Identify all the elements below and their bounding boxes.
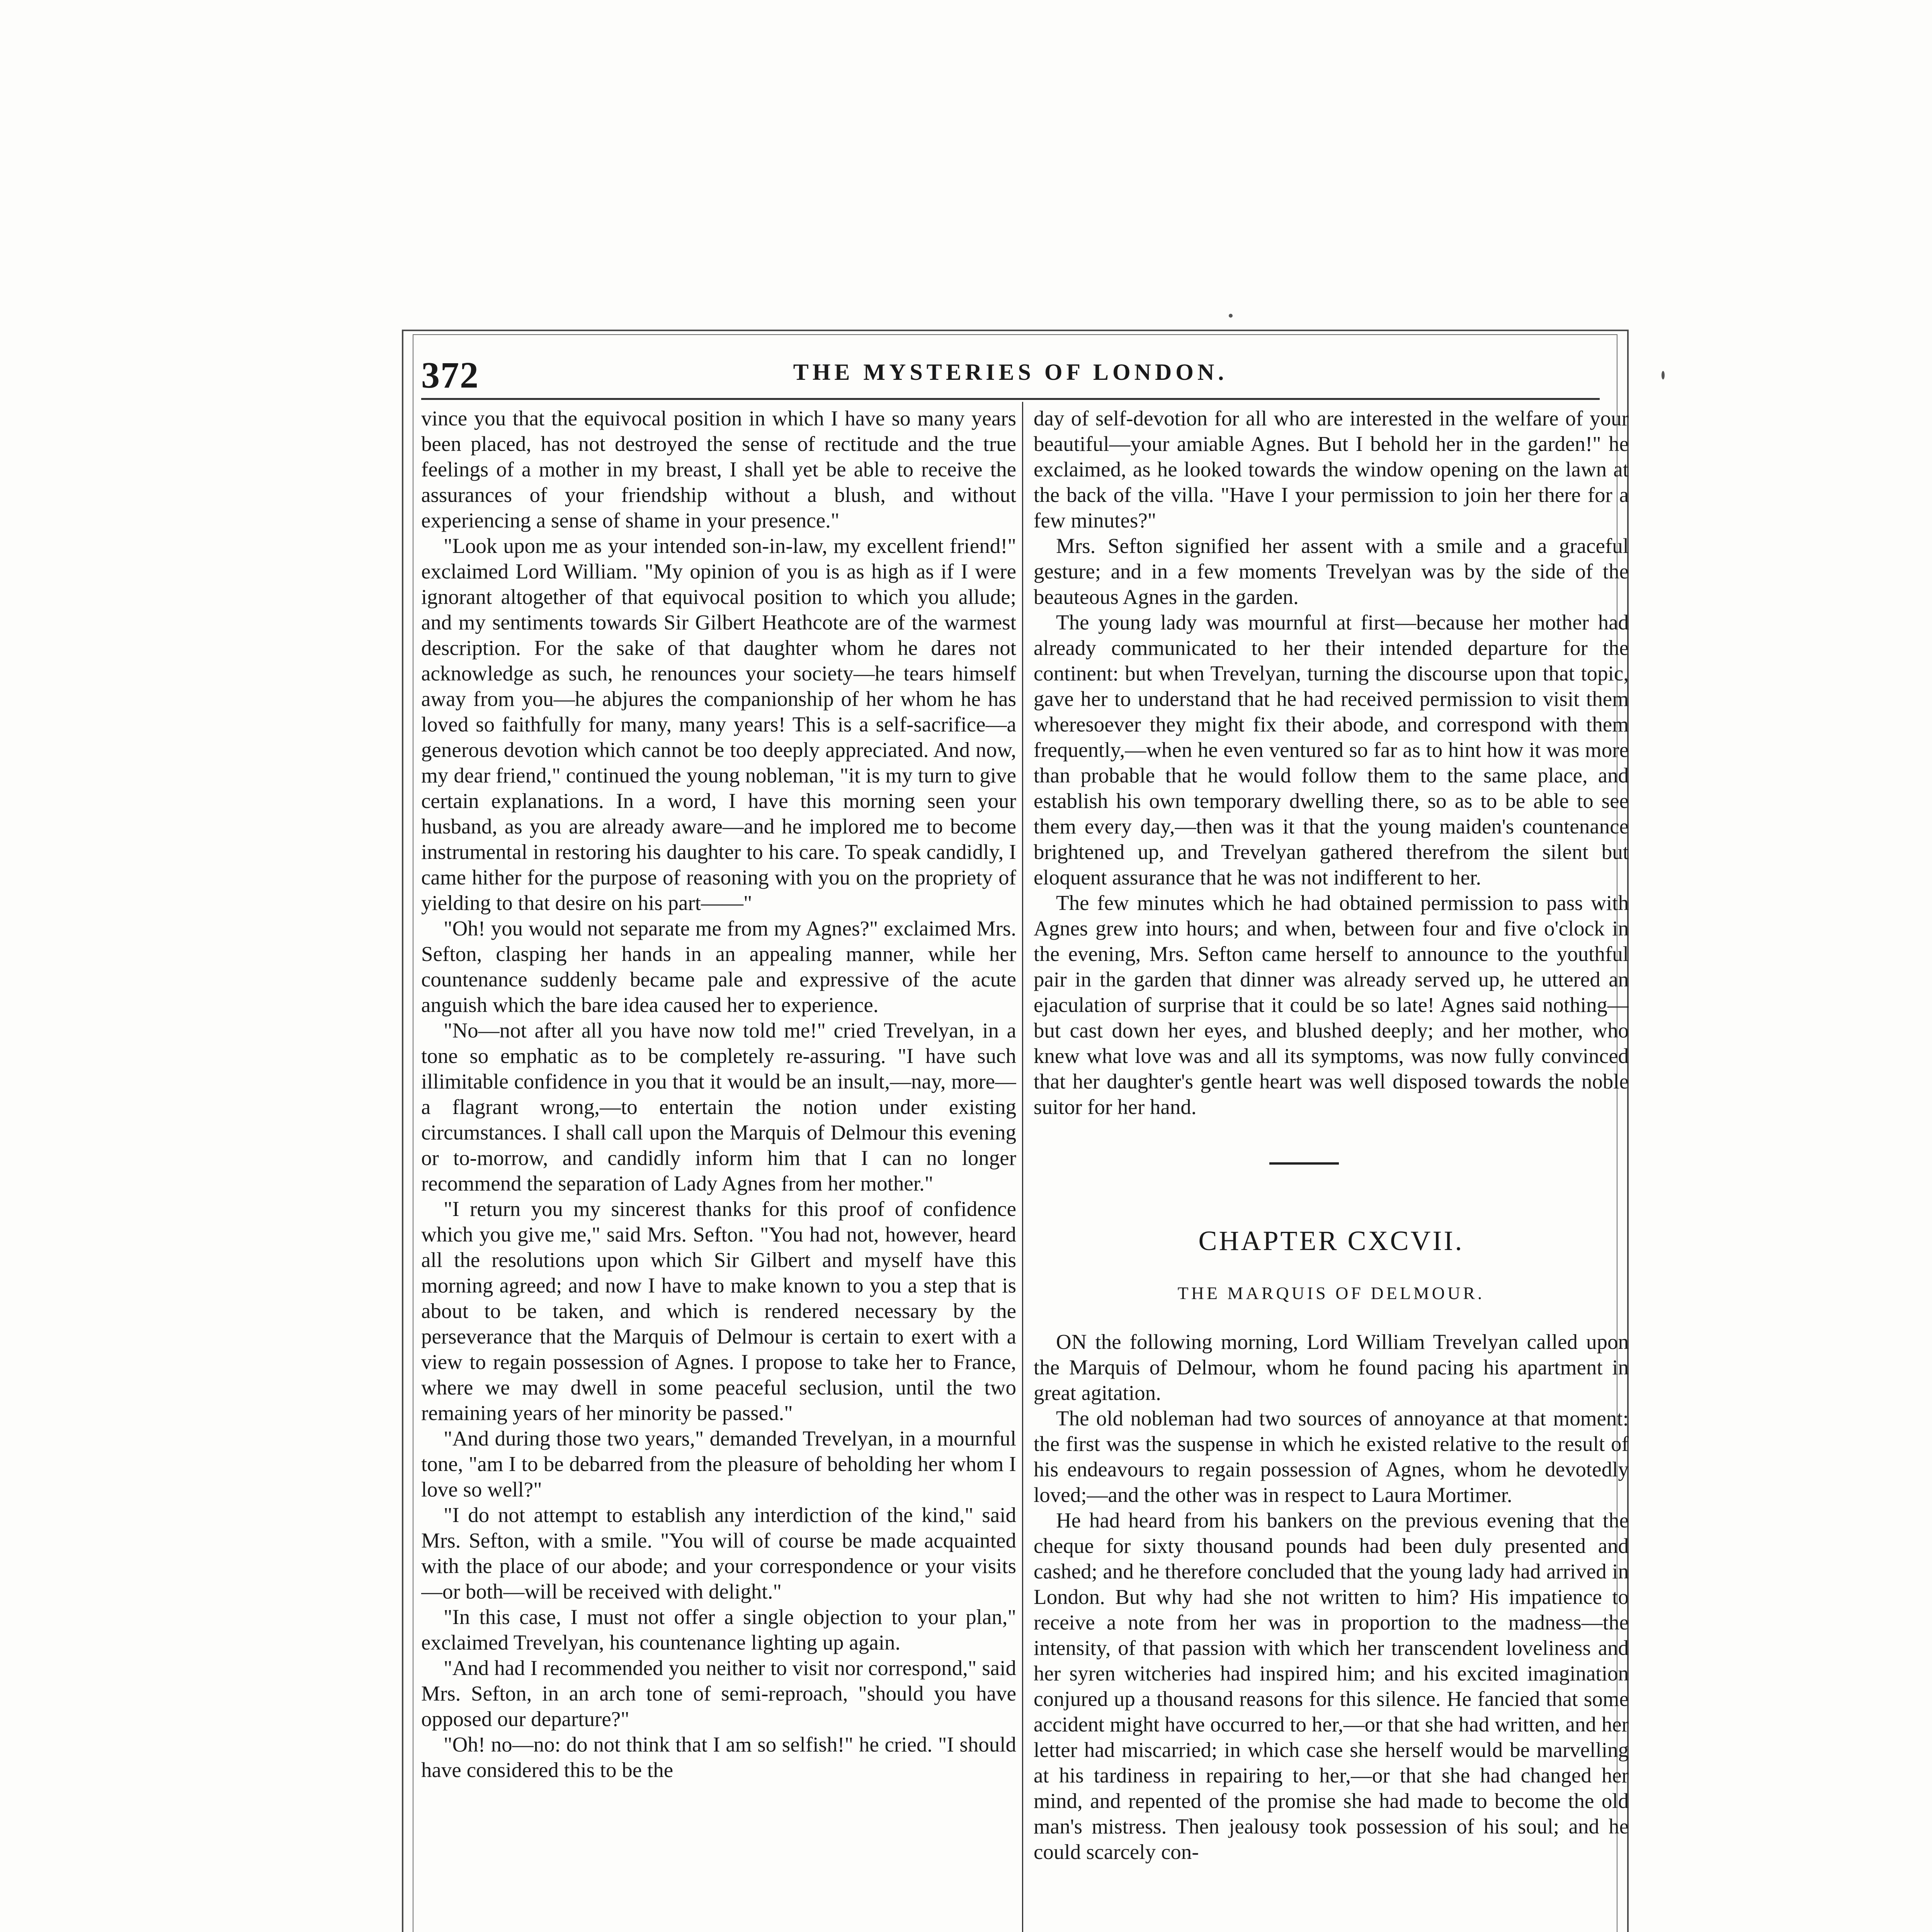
paragraph: "Look upon me as your intended son-in-law, my excellent friend!" exclaimed Lord William. "My opinion of you is as high as if I were ignorant altogether of that equivocal position to which you allude; and my sentiments towards Sir Gilbert Heathcote are of the warmest description. For the sake of that daughter whom he dares not acknowledge as such, he renounces your society—he tears himself away from you—he abjures the companionship of her whom he has loved so faithfully for many, many years! This is a self-sacrifice—a generous devotion which cannot be too deeply appreciated. And now, my dear friend," continued the young nobleman, "it is my turn to give certain explanations. In a word, I have this morning seen your husband, as you are already aware—and he implored me to become instrumental in restoring his daughter to his care. To speak candidly, I came hither for the purpose of reasoning with you on the propriety of yielding to that desire on his part——"	[421, 534, 1016, 915]
paragraph: "I return you my sincerest thanks for this proof of confidence which you give me," said Mrs. Sefton. "You had not, however, heard all the resolutions upon which Sir Gilbert and myself have this morning agreed; and now I have to make known to you a step that is about to be taken, and which is rendered necessary by the perseverance that the Marquis of Delmour is certain to exert with a view to regain possession of Agnes. I propose to take her to France, where we may dwell in some peaceful seclusion, until the two remaining years of her minority be passed."	[421, 1197, 1016, 1425]
running-head	[421, 354, 1600, 412]
paragraph: Mrs. Sefton signified her assent with a smile and a graceful gesture; and in a few moments Trevelyan was by the side of the beauteous Agnes in the garden.	[1034, 534, 1629, 609]
section-separator	[1034, 1151, 1629, 1178]
chapter-heading: CHAPTER CXCVII.	[1198, 1225, 1464, 1256]
paragraph: day of self-devotion for all who are interested in the welfare of your beautiful—your amiable Agnes. But I behold her in the garden!" he exclaimed, as he looked towards the window opening on the lawn at the back of the villa. "Have I your permission to join her there for a few minutes?"	[1034, 406, 1629, 532]
paragraph: ON the following morning, Lord William Trevelyan called upon the Marquis of Delmour, whom he found pacing his apartment in great agitation.	[1034, 1330, 1629, 1405]
column-divider	[1022, 402, 1023, 1932]
running-title: THE MYSTERIES OF LONDON.	[793, 359, 1228, 385]
paragraph: "No—not after all you have now told me!" cried Trevelyan, in a tone so emphatic as to be completely re-assuring. "I have such illimitable confidence in you that it would be an insult,—nay, more—a flagrant wrong,—to entertain the notion under existing circumstances. I shall call upon the Marquis of Delmour this evening or to-morrow, and candidly inform him that I can no longer recommend the separation of Lady Agnes from her mother."	[421, 1019, 1016, 1195]
separator-rule	[1269, 1162, 1339, 1165]
paragraph: "And during those two years," demanded Trevelyan, in a mournful tone, "am I to be debarred from the pleasure of beholding her whom I love so well?"	[421, 1427, 1016, 1501]
paragraph: He had heard from his bankers on the previous evening that the cheque for sixty thousand pounds had been duly presented and cashed; and he therefore concluded that the young lady had arrived in London. But why had she not written to him? His impatience to receive a note from her was in proportion to the madness—the intensity, of that passion with which her transcendent loveliness and her syren witcheries had inspired him; and his excited imagination conjured up a thousand reasons for this silence. He fancied that some accident might have occurred to her,—or that she had written, and her letter had miscarried; in which case she herself would be marvelling at his tardiness in repairing to her,—or that she had changed her mind, and repented of the promise she had made to become the old man's mistress. Then jealousy took possession of his soul; and he could scarcely con-	[1034, 1509, 1629, 1864]
paragraph: The few minutes which he had obtained permission to pass with Agnes grew into hours; and when, between four and five o'clock in the evening, Mrs. Sefton came herself to announce to the youthful pair in the garden that dinner was already served up, he uttered an ejaculation of surprise that it could be so late! Agnes said nothing—but cast down her eyes, and blushed deeply; and her mother, who knew what love was and all its symptoms, was now fully convinced that her daughter's gentle heart was well disposed towards the noble suitor for her hand.	[1034, 891, 1629, 1119]
paragraph: "I do not attempt to establish any interdiction of the kind," said Mrs. Sefton, with a smile. "You will of course be made acquainted with the place of our abode; and your correspondence or your visits —or both—will be received with delight."	[421, 1503, 1016, 1603]
ink-speck	[1662, 371, 1665, 379]
paragraph: "And had I recommended you neither to visit nor correspond," said Mrs. Sefton, in an arch tone of semi-reproach, "should you have opposed our departure?"	[421, 1656, 1016, 1731]
ink-speck	[1229, 314, 1233, 318]
paragraph: "Oh! no—no: do not think that I am so selfish!" he cried. "I should have considered this to be the	[421, 1733, 1016, 1782]
left-column	[421, 406, 1016, 1932]
paragraph: The young lady was mournful at first—because her mother had already communicated to her their intended departure for the continent: but when Trevelyan, turning the discourse upon that topic, gave her to understand that he had received permission to visit them wheresoever they might fix their abode, and correspond with them frequently,—when he even ventured so far as to hint how it was more than probable that he would follow them to the same place, and establish his own temporary dwelling there, so as to be able to see them every day,—then was it that the young maiden's countenance brightened up, and Trevelyan gathered therefrom the silent but eloquent assurance that he was not indifferent to her.	[1034, 611, 1629, 889]
header-rule	[421, 398, 1600, 400]
paragraph: The old nobleman had two sources of annoyance at that moment: the first was the suspense in which he existed relative to the result of his endeavours to regain possession of Agnes, whom he devotedly loved;—and the other was in respect to Laura Mortimer.	[1034, 1406, 1629, 1507]
page-number: 372	[421, 354, 479, 396]
paragraph: "In this case, I must not offer a single objection to your plan," exclaimed Trevelyan, his countenance lighting up again.	[421, 1605, 1016, 1654]
paragraph: vince you that the equivocal position in which I have so many years been placed, has not destroyed the sense of rectitude and the true feelings of a mother in my breast, I shall yet be able to receive the assurances of your friendship without a blush, and without experiencing a sense of shame in your presence."	[421, 406, 1016, 532]
right-column	[1034, 406, 1629, 1932]
paragraph: "Oh! you would not separate me from my Agnes?" exclaimed Mrs. Sefton, clasping her hands in an appealing manner, while her countenance suddenly became pale and expressive of the acute anguish which the bare idea caused her to experience.	[421, 917, 1016, 1017]
chapter-subtitle: THE MARQUIS OF DELMOUR.	[1177, 1283, 1485, 1303]
